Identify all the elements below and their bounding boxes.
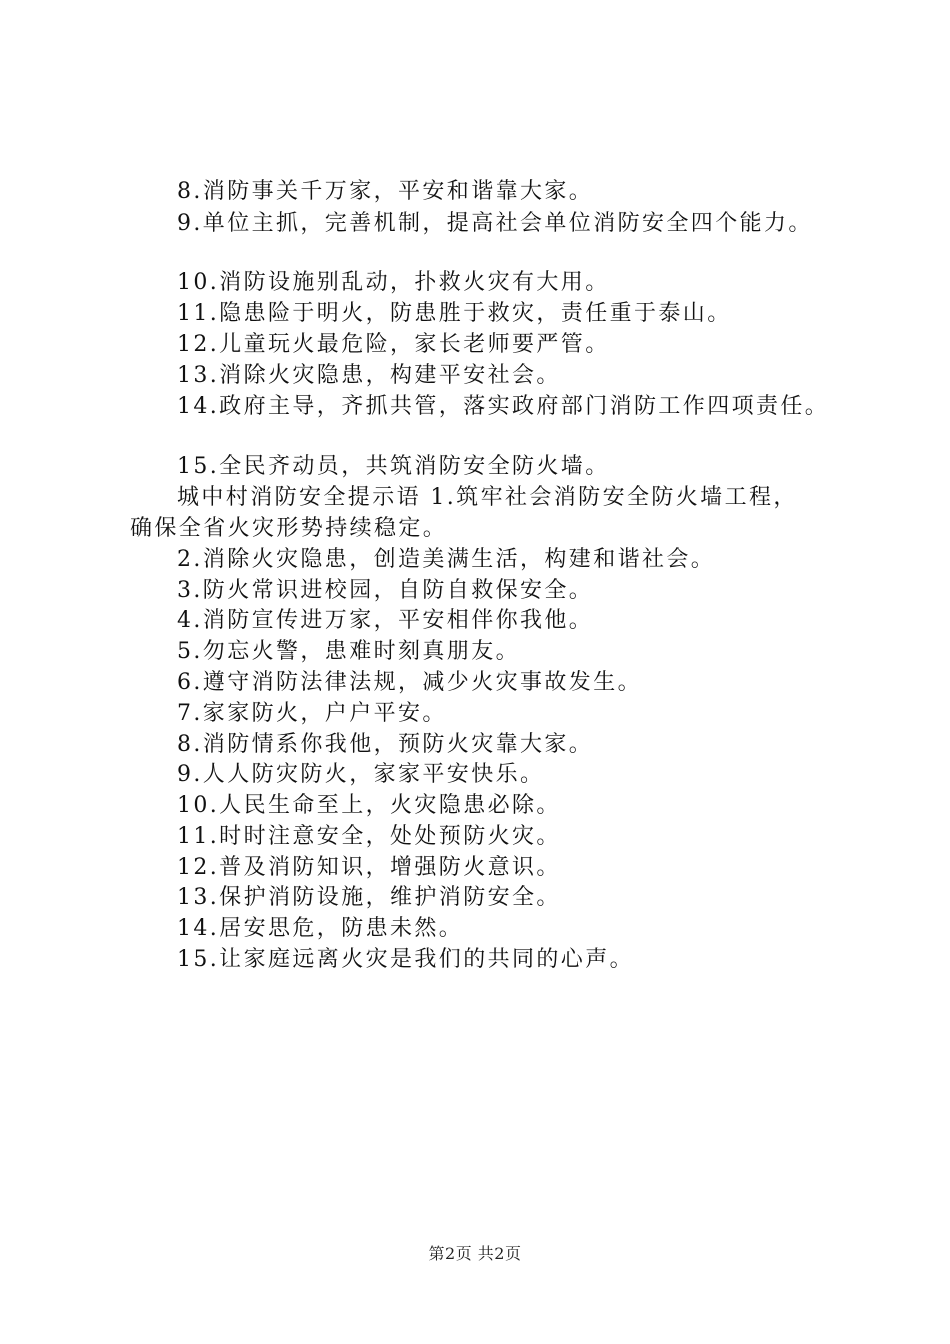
text-line: 12.普及消防知识，增强防火意识。 xyxy=(177,855,561,880)
text-line: 14.居安思危，防患未然。 xyxy=(177,916,464,941)
text-line: 15.全民齐动员，共筑消防安全防火墙。 xyxy=(177,454,610,479)
text-line: 12.儿童玩火最危险，家长老师要严管。 xyxy=(177,332,610,357)
text-line: 14.政府主导，齐抓共管，落实政府部门消防工作四项责任。 xyxy=(177,394,830,419)
text-line: 城中村消防安全提示语 1.筑牢社会消防安全防火墙工程， xyxy=(177,485,798,510)
text-line: 5.勿忘火警，患难时刻真朋友。 xyxy=(177,639,520,664)
text-line: 10.消防设施别乱动，扑救火灾有大用。 xyxy=(177,270,610,295)
text-line: 2.消除火灾隐患，创造美满生活，构建和谐社会。 xyxy=(177,547,716,572)
text-line: 3.防火常识进校园，自防自救保安全。 xyxy=(177,578,594,603)
text-line: 11.隐患险于明火，防患胜于救灾，责任重于泰山。 xyxy=(177,301,732,326)
text-line: 13.保护消防设施，维护消防安全。 xyxy=(177,885,561,910)
text-line: 8.消防事关千万家，平安和谐靠大家。 xyxy=(177,179,594,204)
text-line: 4.消防宣传进万家，平安相伴你我他。 xyxy=(177,608,594,633)
text-line: 15.让家庭远离火灾是我们的共同的心声。 xyxy=(177,947,634,972)
text-line: 13.消除火灾隐患，构建平安社会。 xyxy=(177,363,561,388)
text-line: 6.遵守消防法律法规，减少火灾事故发生。 xyxy=(177,670,642,695)
text-line: 8.消防情系你我他，预防火灾靠大家。 xyxy=(177,732,594,757)
text-line: 10.人民生命至上，火灾隐患必除。 xyxy=(177,793,561,818)
page-number-footer: 第2页 共2页 xyxy=(428,1244,522,1263)
text-line: 确保全省火灾形势持续稳定。 xyxy=(130,516,448,541)
text-line: 11.时时注意安全，处处预防火灾。 xyxy=(177,824,561,849)
text-line: 9.人人防灾防火，家家平安快乐。 xyxy=(177,762,545,787)
text-line: 9.单位主抓，完善机制，提高社会单位消防安全四个能力。 xyxy=(177,211,813,236)
text-line: 7.家家防火，户户平安。 xyxy=(177,701,447,726)
